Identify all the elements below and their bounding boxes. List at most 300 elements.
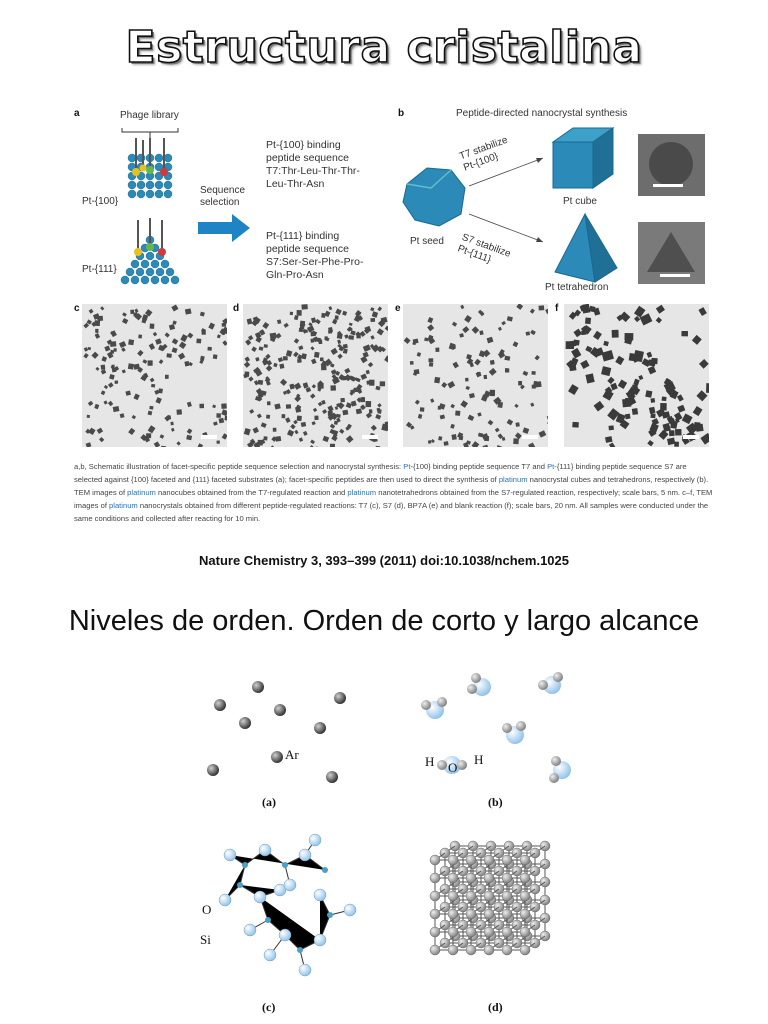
nanoparticle [612, 330, 619, 338]
nanoparticle [650, 413, 655, 418]
nanoparticle [601, 366, 611, 376]
nanoparticle [311, 317, 316, 323]
pt111-peptide-text: Pt-{111} binding peptide sequence S7:Ser-Ser-Phe-Pro- Gln-Pro-Asn [266, 230, 364, 281]
nanoparticle [133, 393, 139, 400]
nanoparticle [429, 362, 433, 367]
nanoparticle [186, 435, 192, 440]
nanoparticle [172, 338, 178, 344]
nanoparticle [677, 394, 684, 401]
nanoparticle [375, 386, 380, 391]
lattice-atom [484, 927, 494, 937]
nanoparticle [170, 422, 173, 426]
nanoparticle [269, 445, 276, 447]
nanoparticle [221, 409, 227, 416]
nanoparticle [346, 435, 354, 443]
slide-title: Estructura cristalina [125, 22, 643, 73]
figure-caption: a,b, Schematic illustration of facet-specific peptide sequence selection and nanocrystal synthesis: Pt-{100} binding peptide sequence T7 and Pt-{111} binding peptide sequence S7 are selected against {100} faceted and {111} faceted substrates (a); facet-specific peptides are then used to direct the synthesis of platinum nanocrystal cubes and tetrahedrons, respectively (b). TEM images of platinum nanocubes obtained from the T7-regulated reaction and platinum nanotetrahedrons obtained from the S7-regulated reaction, respectively; scale bars, 5 nm. c–f, TEM images of platinum nanocrystals obtained from different peptide-regulated reactions: T7 (c), S7 (d), BP7A (e) and blank reaction (f); scale bars, 20 nm. All samples were conducted under the same conditions and collected after reacting for 10 min. [74, 462, 713, 523]
nanoparticle [313, 408, 317, 412]
nanoparticle [128, 428, 135, 435]
nanoparticle [632, 408, 638, 415]
nanoparticle [142, 359, 147, 364]
order-levels-diagram [190, 665, 590, 1020]
nanoparticle [213, 421, 218, 425]
nanoparticle [496, 445, 502, 447]
nanoparticle [674, 442, 679, 447]
nanoparticle [165, 332, 170, 337]
nanoparticle [501, 321, 506, 325]
nanoparticle [88, 428, 95, 435]
nanoparticle [462, 326, 469, 333]
nanoparticle [219, 418, 225, 424]
nanoparticle [110, 341, 116, 347]
nanoparticle [328, 306, 332, 310]
nanoparticle [507, 419, 514, 425]
nanoparticle [185, 308, 192, 314]
nanoparticle [187, 428, 193, 434]
nanoparticle [83, 353, 88, 359]
nanoparticle [187, 402, 192, 408]
nanoparticle [488, 420, 494, 426]
nanoparticle [150, 323, 155, 328]
nanoparticle [130, 310, 134, 314]
nanoparticle [344, 334, 349, 339]
nanoparticle [502, 437, 506, 441]
nanoparticle [571, 348, 581, 359]
nanoparticle [450, 404, 455, 409]
nanoparticle [84, 347, 88, 351]
nanoparticle [351, 401, 357, 407]
nanoparticle [212, 405, 216, 409]
label-c: (c) [262, 1000, 276, 1014]
nanoparticle [101, 365, 106, 370]
nanoparticle [216, 440, 220, 443]
nanoparticle [513, 438, 519, 444]
lattice-atom [466, 909, 476, 919]
nanoparticle [638, 375, 643, 380]
nanoparticle [452, 362, 458, 369]
nanoparticle [104, 385, 108, 389]
nanoparticle [360, 374, 367, 380]
nanoparticle [459, 333, 464, 338]
nanoparticle [415, 400, 420, 405]
nanoparticle [585, 373, 594, 383]
tem-image-c [82, 304, 227, 447]
nanoparticle [547, 415, 548, 420]
nanoparticle [200, 312, 205, 317]
nanoparticle [200, 356, 205, 361]
nanoparticle [208, 322, 215, 329]
nanoparticle [217, 334, 221, 338]
label-b: (b) [488, 795, 503, 809]
nanoparticle [303, 431, 308, 436]
nanoparticle [334, 421, 338, 425]
nanoparticle [165, 375, 169, 379]
nanoparticle [483, 375, 487, 379]
nanoparticle [178, 353, 185, 360]
nanoparticle [385, 326, 388, 331]
nanoparticle [312, 384, 316, 388]
section-subtitle: Niveles de orden. Orden de corto y largo alcance [68, 605, 700, 637]
nanoparticle [274, 403, 280, 409]
nanoparticle [450, 424, 455, 429]
lattice-atom [430, 855, 440, 865]
nanoparticle [452, 345, 456, 349]
nanoparticle [404, 337, 411, 344]
nanoparticle [585, 318, 591, 325]
nanoparticle [104, 346, 110, 352]
nanoparticle [417, 352, 421, 357]
lattice-atom [448, 909, 458, 919]
nanoparticle [95, 329, 98, 333]
nanoparticle [244, 428, 251, 435]
nanoparticle [224, 416, 227, 421]
lattice-atom [502, 891, 512, 901]
lattice-atom [502, 909, 512, 919]
nanoparticle [507, 316, 513, 321]
nanoparticle [172, 320, 176, 324]
nanoparticle [331, 348, 338, 355]
panel-b-letter: b [398, 108, 405, 119]
nanoparticle [101, 369, 107, 374]
nanoparticle [150, 378, 155, 383]
nanoparticle [108, 382, 114, 388]
nanoparticle [294, 430, 298, 434]
nanoparticle [350, 330, 355, 335]
nanoparticle [314, 352, 320, 358]
nanoparticle [154, 441, 160, 447]
nanoparticle [414, 369, 420, 374]
nanoparticle [369, 409, 373, 413]
nanoparticle [104, 400, 108, 404]
nanoparticle [648, 359, 656, 366]
nanoparticle [270, 333, 277, 339]
nanoparticle [301, 353, 306, 359]
lattice-atom [502, 873, 512, 883]
nanoparticle [301, 422, 306, 427]
nanoparticle [528, 442, 535, 447]
nanoparticle [310, 440, 315, 445]
nanoparticle [137, 350, 143, 356]
lattice-atom [484, 891, 494, 901]
nanoparticle [648, 366, 657, 374]
nanoparticle [593, 331, 602, 340]
nanoparticle [483, 445, 489, 447]
nanoparticle [180, 334, 188, 342]
nanoparticle [420, 407, 425, 411]
nanoparticle [89, 309, 94, 314]
nanoparticle [618, 379, 627, 388]
nanoparticle [263, 436, 267, 440]
nanoparticle [699, 359, 709, 369]
nanoparticle [110, 350, 114, 354]
nanoparticle [568, 384, 579, 395]
nanoparticle [146, 433, 151, 438]
nanoparticle [94, 404, 99, 409]
nanoparticle [266, 415, 270, 419]
panel-d-letter: d [233, 303, 240, 314]
nanoparticle [213, 354, 218, 359]
lattice-atom [448, 855, 458, 865]
nanoparticle [327, 405, 333, 411]
lattice-atom [520, 873, 530, 883]
nanoparticle [343, 348, 348, 353]
o-atom-label: O [448, 760, 458, 775]
nanocrystal-synthesis-schematic [395, 122, 710, 294]
nanoparticle [339, 429, 344, 434]
nanoparticle [330, 444, 335, 447]
nanoparticle [222, 433, 227, 439]
panel-e-letter: e [395, 303, 401, 314]
nanoparticle [440, 414, 445, 419]
nanoparticle [337, 340, 341, 344]
nanoparticle [313, 446, 318, 447]
nanoparticle [293, 352, 299, 358]
lattice-atom [466, 891, 476, 901]
panel-c-letter: c [74, 303, 80, 314]
nanoparticle [187, 333, 193, 339]
pt-tetrahedron-label: Pt tetrahedron [545, 282, 609, 293]
nanoparticle [700, 433, 709, 445]
nanoparticle [273, 363, 277, 367]
lattice-atom [466, 873, 476, 883]
ar-atom-label: Ar [285, 747, 299, 762]
nanoparticle [370, 318, 375, 322]
sequence-selection-label: Sequence selection [200, 185, 246, 208]
nanoparticle [278, 357, 283, 362]
nanoparticle [153, 332, 157, 336]
nanoparticle [366, 401, 372, 407]
s7-stabilize-label: S7 stabilize Pt-{111} [456, 232, 513, 266]
lattice-atom [430, 945, 440, 955]
nanoparticle [286, 404, 291, 409]
nanoparticle [538, 305, 544, 310]
nanoparticle [342, 311, 347, 316]
nanoparticle [356, 408, 362, 414]
nanoparticle [344, 368, 350, 374]
nanoparticle [696, 390, 707, 401]
nanoparticle [335, 309, 342, 315]
nanoparticle [363, 344, 371, 352]
nanoparticle [305, 387, 311, 392]
nanoparticle [580, 360, 589, 369]
nanoparticle [87, 415, 90, 418]
nanoparticle [418, 414, 422, 419]
nanoparticle [632, 384, 638, 391]
nanoparticle [133, 364, 139, 370]
nanoparticle [693, 406, 703, 416]
nanoparticle [427, 324, 434, 331]
nanoparticle [122, 318, 128, 324]
nanoparticle [539, 430, 547, 437]
lattice-atom [466, 945, 476, 955]
o-label-network: O [202, 902, 212, 917]
lattice-atom [430, 927, 440, 937]
nanoparticle [330, 424, 335, 429]
nanoparticle [495, 428, 500, 433]
lattice-atom [484, 855, 494, 865]
nanoparticle [531, 371, 535, 375]
nanoparticle [294, 338, 299, 343]
nanoparticle [298, 345, 303, 350]
scale-bar [683, 435, 699, 439]
nanoparticle [696, 424, 704, 432]
nanoparticle [370, 307, 374, 311]
nanoparticle [99, 437, 104, 442]
pt-seed-label: Pt seed [410, 236, 444, 247]
nanoparticle [464, 315, 472, 323]
nanoparticle [451, 434, 456, 440]
nanoparticle [430, 398, 434, 402]
nanoparticle [530, 309, 535, 314]
nanoparticle [282, 414, 286, 418]
nanoparticle [662, 396, 667, 401]
nanoparticle [311, 358, 317, 364]
nanoparticle [413, 339, 419, 344]
nanoparticle [428, 440, 432, 444]
nanoparticle [121, 347, 126, 352]
nanoparticle [698, 307, 706, 316]
panel-a-letter: a [74, 108, 80, 119]
nanoparticle [353, 388, 358, 393]
nanoparticle [607, 377, 614, 384]
nanoparticle [675, 429, 682, 436]
nanoparticle [280, 379, 287, 386]
lattice-atom [484, 945, 494, 955]
nanoparticle [460, 305, 464, 309]
nanoparticle [279, 364, 284, 369]
label-d: (d) [488, 1000, 503, 1014]
nanoparticle [523, 371, 529, 376]
nanoparticle [650, 398, 655, 403]
nanoparticle [377, 307, 382, 312]
nanoparticle [88, 401, 93, 406]
nanoparticle [490, 360, 495, 365]
nanoparticle [375, 446, 380, 447]
panel-b-title: Peptide-directed nanocrystal synthesis [456, 108, 628, 119]
nanoparticle [267, 401, 271, 405]
nanoparticle [431, 439, 435, 443]
lattice-atom [430, 909, 440, 919]
lattice-atom [502, 855, 512, 865]
nanoparticle [310, 338, 314, 342]
pt100-peptide-text: Pt-{100} binding peptide sequence T7:Thr-Leu-Thr-Thr- Leu-Thr-Asn [266, 139, 360, 190]
nanoparticle [328, 330, 332, 334]
nanoparticle [647, 440, 654, 446]
nanoparticle [158, 388, 163, 393]
nanoparticle [97, 428, 103, 434]
nanoparticle [667, 438, 675, 446]
nanoparticle [198, 443, 203, 447]
phage-library-label: Phage library [120, 110, 179, 121]
nanoparticle [207, 347, 211, 351]
lattice-atom [520, 945, 530, 955]
lattice-atom [448, 873, 458, 883]
nanoparticle [83, 323, 89, 329]
nanoparticle [460, 400, 468, 408]
nanoparticle [285, 417, 290, 423]
nanoparticle [377, 328, 384, 335]
pt-cube-label: Pt cube [563, 196, 597, 207]
nanoparticle [545, 308, 548, 313]
nanoparticle [134, 309, 138, 313]
nanoparticle [128, 339, 134, 345]
nanoparticle [297, 310, 302, 316]
nanoparticle [447, 381, 455, 388]
nanoparticle [301, 304, 307, 310]
nanoparticle [262, 322, 269, 329]
nanoparticle [259, 346, 264, 350]
nanoparticle [303, 382, 309, 388]
nanoparticle [305, 330, 308, 333]
nanoparticle [294, 315, 299, 320]
nanoparticle [384, 355, 388, 362]
si-label-network: Si [200, 932, 211, 947]
pt100-label: Pt-{100} [82, 196, 119, 207]
nanoparticle [516, 304, 523, 310]
lattice-atom [520, 891, 530, 901]
nanoparticle [513, 341, 519, 347]
nanoparticle [113, 406, 120, 412]
nanoparticle [171, 304, 178, 311]
label-a: (a) [262, 795, 276, 809]
nanoparticle [452, 322, 457, 327]
nanoparticle [251, 346, 257, 352]
nanoparticle [346, 402, 352, 408]
nanoparticle [349, 322, 353, 326]
nanoparticle [297, 359, 302, 363]
nanoparticle [149, 406, 153, 410]
nanoparticle [479, 330, 483, 335]
nanoparticle [245, 357, 250, 363]
lattice-atom [502, 945, 512, 955]
nanoparticle [196, 338, 201, 343]
nanoparticle [526, 331, 530, 335]
nanoparticle [95, 367, 99, 371]
nanoparticle [692, 335, 702, 345]
nanoparticle [441, 382, 447, 388]
lattice-atom [430, 873, 440, 883]
nanoparticle [318, 383, 324, 388]
lattice-atom [448, 945, 458, 955]
nanoparticle [515, 422, 519, 427]
nanoparticle [247, 318, 253, 324]
nanoparticle [332, 319, 337, 325]
nanoparticle [88, 347, 91, 350]
nanoparticle [132, 415, 136, 419]
nanoparticle [677, 405, 685, 413]
nanoparticle [321, 313, 325, 318]
nanoparticle [469, 393, 475, 398]
nanoparticle [120, 413, 125, 418]
nanoparticle [283, 356, 288, 360]
nanoparticle [160, 434, 165, 438]
nanoparticle [498, 327, 502, 331]
nanoparticle [299, 437, 303, 442]
tem-image-f [564, 304, 709, 447]
nanoparticle [315, 319, 321, 324]
nanoparticle [518, 381, 522, 386]
nanoparticle [615, 356, 624, 365]
nanoparticle [257, 414, 262, 419]
nanoparticle [86, 442, 92, 447]
nanoparticle [428, 358, 433, 362]
nanoparticle [479, 350, 486, 357]
nanoparticle [609, 442, 615, 447]
nanoparticle [523, 427, 530, 433]
t7-stabilize-label: T7 stabilize Pt-{100} [458, 134, 510, 174]
nanoparticle [368, 362, 373, 367]
nanoparticle [472, 326, 480, 334]
